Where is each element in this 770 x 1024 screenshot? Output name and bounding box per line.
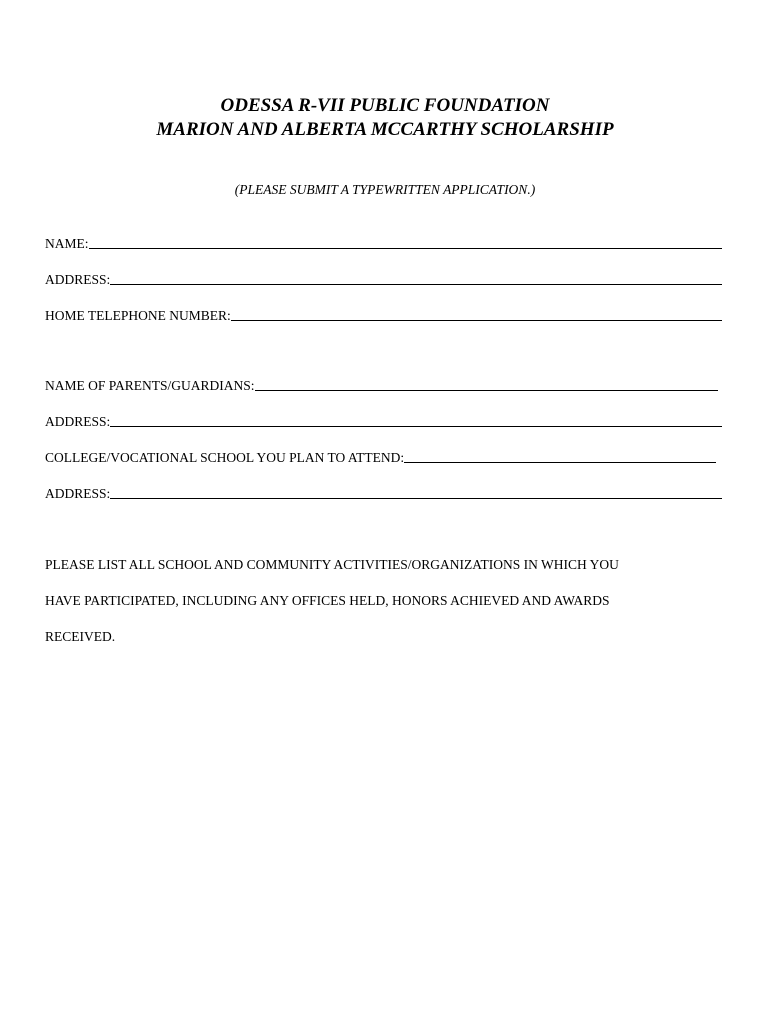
- applicant-address-field[interactable]: [45, 272, 722, 288]
- parents-address-field[interactable]: [45, 414, 722, 430]
- activities-instruction-line-2: HAVE PARTICIPATED, INCLUDING ANY OFFICES HELD, HONORS ACHIEVED AND AWARDS: [45, 593, 610, 608]
- parents-label: NAME OF PARENTS/GUARDIANS:: [45, 378, 255, 393]
- college-address-field[interactable]: [45, 486, 722, 502]
- college-address-label: ADDRESS:: [45, 486, 111, 501]
- parents-blank-line[interactable]: [255, 378, 718, 391]
- applicant-address-blank-line[interactable]: [110, 272, 722, 285]
- parents-field[interactable]: [45, 378, 718, 394]
- activities-instruction-line-3: RECEIVED.: [45, 629, 116, 644]
- home-phone-blank-line[interactable]: [231, 308, 722, 321]
- name-field[interactable]: [45, 236, 722, 252]
- submission-instruction: (PLEASE SUBMIT A TYPEWRITTEN APPLICATION.): [234, 182, 536, 197]
- foundation-title: ODESSA R-VII PUBLIC FOUNDATION: [220, 95, 550, 116]
- name-blank-line[interactable]: [89, 236, 723, 249]
- college-address-blank-line[interactable]: [110, 486, 722, 499]
- college-blank-line[interactable]: [404, 450, 716, 463]
- college-label: COLLEGE/VOCATIONAL SCHOOL YOU PLAN TO ATTEND:: [45, 450, 405, 465]
- activities-instruction-line-1: PLEASE LIST ALL SCHOOL AND COMMUNITY ACTIVITIES/ORGANIZATIONS IN WHICH YOU: [45, 557, 619, 572]
- scholarship-title: MARION AND ALBERTA MCCARTHY SCHOLARSHIP: [156, 119, 614, 140]
- home-phone-field[interactable]: [45, 308, 722, 324]
- parents-address-blank-line[interactable]: [110, 414, 722, 427]
- college-field[interactable]: [45, 450, 716, 466]
- home-phone-label: HOME TELEPHONE NUMBER:: [45, 308, 231, 323]
- name-label: NAME:: [45, 236, 89, 251]
- parents-address-label: ADDRESS:: [45, 414, 111, 429]
- applicant-address-label: ADDRESS:: [45, 272, 111, 287]
